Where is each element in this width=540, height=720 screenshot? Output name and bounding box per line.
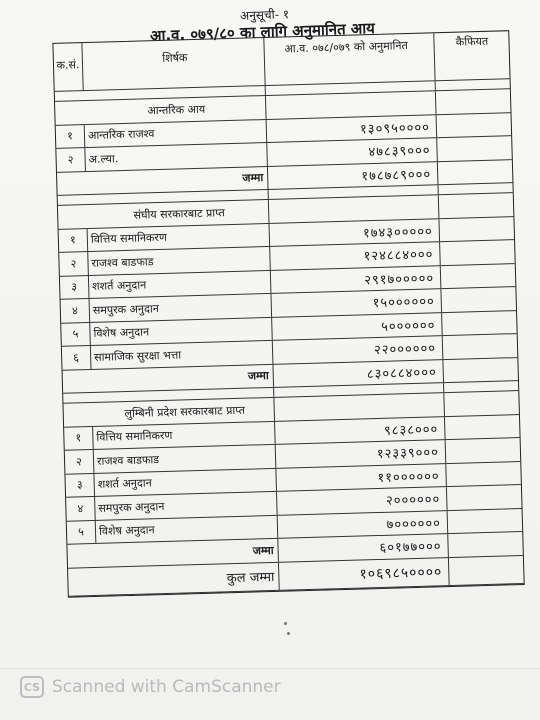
amount-cell	[265, 91, 436, 118]
item-amount: २९१७०००००	[270, 266, 441, 293]
item-remarks	[441, 311, 518, 336]
item-name: सामाजिक सुरक्षा भत्ता	[93, 348, 182, 364]
section-title: आन्तरिक आय	[147, 102, 206, 118]
sn-cell	[63, 403, 92, 426]
budget-sheet	[14, 16, 536, 600]
total-amount: १७८७८९०००	[267, 162, 438, 189]
remarks-cell	[437, 160, 514, 185]
camscanner-watermark	[20, 676, 281, 698]
item-sn: ५	[67, 520, 97, 543]
item-sn: ६	[62, 346, 92, 369]
grand-total-label: कुल जम्मा	[226, 569, 275, 587]
scan-speck	[287, 632, 290, 635]
grand-total-amount: १०६९८५००००	[278, 558, 449, 590]
item-name: राजश्व बाडफाड	[96, 452, 160, 468]
remarks-cell	[443, 391, 520, 416]
item-amount: ११००००००	[275, 464, 446, 491]
remarks-cell	[448, 555, 525, 584]
sn-cell	[63, 393, 91, 403]
item-name: वित्तिय समानिकरण	[90, 231, 168, 247]
item-amount: १७४३०००००	[269, 219, 440, 246]
section-title: संघीय सरकारबाट प्राप्त	[133, 205, 226, 222]
page-fold-line	[0, 668, 540, 669]
item-amount: ४७८३९०००	[266, 138, 437, 165]
item-name: वित्तिय समानिकरण	[96, 428, 173, 445]
item-amount: २००००००	[276, 487, 447, 514]
item-remarks	[438, 217, 515, 242]
item-amount: ७००००००	[277, 511, 448, 538]
total-label: जम्मा	[247, 369, 269, 383]
camscanner-logo-icon: CS	[20, 676, 44, 698]
item-amount: ५००००००	[271, 313, 442, 340]
sn-cell	[68, 567, 97, 595]
item-remarks	[440, 264, 517, 289]
item-name: अ.ल्या.	[88, 151, 119, 166]
header-heading: शिर्षक	[162, 51, 188, 65]
page-title: आ.व. ०७९/८० का लागि अनुमानित आय	[149, 19, 376, 45]
item-sn: ४	[61, 299, 91, 322]
item-sn: ३	[65, 473, 95, 496]
sn-cell	[67, 544, 96, 567]
sn-cell	[58, 205, 87, 228]
item-sn: ५	[61, 322, 91, 345]
total-label: जम्मा	[242, 171, 264, 185]
sn-cell	[63, 369, 92, 392]
item-amount: १३०९५००००	[266, 115, 437, 142]
item-sn: ४	[66, 497, 96, 520]
item-sn: २	[56, 148, 86, 171]
item-name: समपुरक अनुदान	[92, 301, 160, 317]
item-name: समपुरक अनुदान	[98, 499, 165, 515]
item-remarks	[444, 415, 521, 440]
item-remarks	[445, 462, 522, 487]
item-remarks	[439, 240, 516, 265]
section-title: लुम्बिनी प्रदेश सरकारबाट प्राप्त	[124, 403, 246, 420]
item-remarks	[440, 287, 517, 312]
remarks-cell	[435, 89, 512, 114]
item-name: शशर्त अनुदान	[92, 278, 147, 294]
header-remarks: कैफियत	[433, 31, 510, 80]
item-sn: १	[56, 125, 86, 148]
item-amount: १५००००००	[270, 289, 441, 316]
total-label: जम्मा	[252, 543, 274, 558]
item-remarks	[436, 136, 513, 161]
sn-cell	[55, 91, 83, 101]
item-name: विशेष अनुदान	[93, 325, 150, 341]
item-remarks	[447, 508, 524, 533]
total-amount: ६०१७७०००	[277, 534, 448, 561]
amount-cell	[268, 195, 439, 222]
item-sn: २	[65, 450, 95, 473]
item-sn: २	[59, 252, 89, 275]
remarks-cell	[447, 532, 524, 557]
item-name: राजश्व बाडफाड	[91, 254, 154, 270]
item-remarks	[442, 334, 519, 359]
total-amount: ८३०८८४०००	[272, 360, 443, 387]
item-sn: ३	[60, 276, 90, 299]
item-amount: १२३३९०००	[275, 440, 446, 467]
item-remarks	[446, 485, 523, 510]
item-remarks	[445, 438, 522, 463]
item-name: विशेष अनुदान	[98, 523, 155, 539]
item-remarks	[436, 113, 513, 138]
item-name: शशर्त अनुदान	[97, 476, 152, 492]
scan-speck	[284, 622, 287, 625]
item-amount: ९८३८०००	[274, 417, 445, 444]
remarks-cell	[438, 193, 515, 218]
item-amount: २२००००००	[272, 336, 443, 363]
income-table	[52, 30, 524, 597]
sn-cell	[58, 195, 86, 205]
camscanner-text: Scanned with CamScanner	[52, 677, 281, 697]
header-amount: आ.व. ०७८/०७९ को अनुमानित	[263, 33, 434, 85]
amount-cell	[273, 393, 444, 420]
item-name: आन्तरिक राजश्व	[87, 127, 155, 143]
annex-label: अनुसूची- १	[239, 7, 290, 23]
item-sn: १	[59, 229, 89, 252]
sn-cell	[55, 101, 84, 124]
item-amount: १२४८८४०००	[269, 242, 440, 269]
sn-cell	[57, 172, 86, 195]
item-sn: १	[64, 426, 94, 449]
header-sn: क.सं.	[53, 43, 83, 91]
remarks-cell	[442, 358, 519, 383]
